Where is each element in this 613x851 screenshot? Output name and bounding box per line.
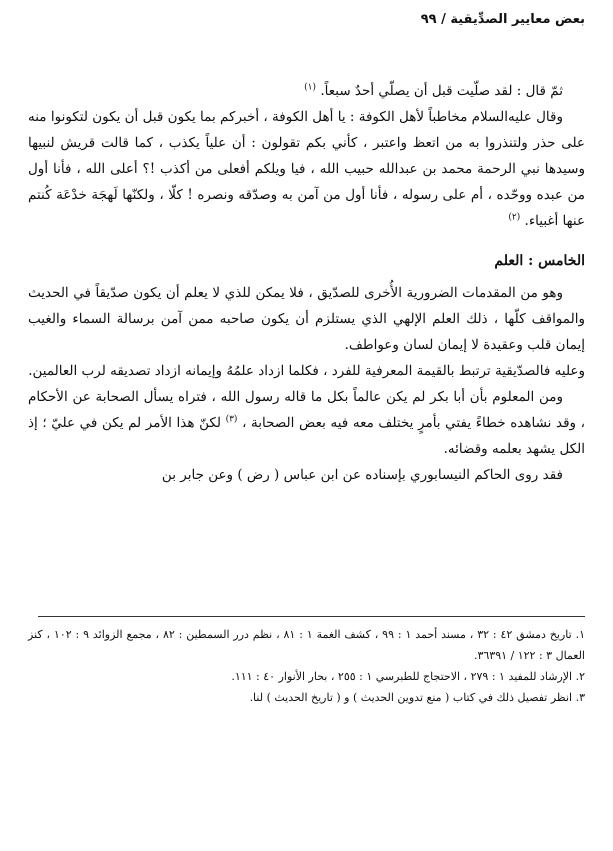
- paragraph-3: وهو من المقدمات الضرورية الأُخرى للصدّيق ، فلا يمكن للذي لا يعلم أن يكون صدّيقاً في الحديث والمواقف كلّها ، ذلك العلم الإلهي الذي يستلزم أن يكون صاحبه ممن آمن برسالة السماء والغيب إيمان قلب وعقيدة لا إيمان لسان وعواطف.: [28, 285, 585, 353]
- footnote-ref-1: (١): [304, 82, 317, 93]
- footnote-ref-3: (٣): [225, 414, 238, 425]
- footnote-ref-2: (٢): [508, 212, 521, 223]
- footnotes: [28, 624, 585, 708]
- main-text: [28, 78, 585, 488]
- footnote-1: ١. تاريخ دمشق ٤٢ : ٣٢ ، مسند أحمد ١ : ٩٩ ، كشف الغمة ١ : ٨١ ، نظم درر السمطين : ٨٢ ، مجمع الزوائد ٩ : ١٠٢ ، كنز العمال ٣ : ١٢٢ / ٣٦٣٩١.: [28, 628, 585, 662]
- paragraph-2-text: وقال عليه‌السلام مخاطباً لأهل الكوفة : يا أهل الكوفة ، أخبركم بما يكون قبل أن يكون لتكونوا منه على حذر ولتنذروا به من اتعظ واعتبر ، كأني بكم تقولون : أن علياً يكذب ، كما قالت قريش لنبيها وسيدها نبي الرحمة محمد بن عبدالله حبيب الله ، فيا ويلكم أفعلى من أكذب !؟ أعلى الله ، فأنا أول من عبده ووحّده ، أم على رسوله ، فأنا أول من آمن به وصدّقه ونصره ! كلّا ، ولكنّها لَهجَة خدْعَة كُنتم عنها أغبياء.: [28, 109, 585, 229]
- footnote-divider: [38, 616, 585, 617]
- footnote-2: ٢. الإرشاد للمفيد ١ : ٢٧٩ ، الاحتجاج للطبرسي ١ : ٢٥٥ ، بحار الأنوار ٤٠ : ١١١.: [231, 670, 585, 683]
- footnote-3: ٣. انظر تفصيل ذلك في كتاب ( منع تدوين الحديث ) و ( تاريخ الحديث ) لنا.: [249, 691, 585, 704]
- paragraph-1-text: ثمّ قال : لقد صلّيت قبل أن يصلّي أحدٌ سبعاً.: [320, 83, 563, 99]
- paragraph-5-text-before: ومن المعلوم بأن أبا بكر لم يكن عالماً بكل ما قاله رسول الله ، فتراه يسأل الصحابة عن الأحكام ، وقد نشاهده خطاءً يفتي بأمرٍ يختلف معه فيه بعض الصحابة ،: [28, 389, 586, 431]
- running-header: بعض معايير الصدِّيقية / ٩٩: [420, 12, 585, 27]
- paragraph-6: فقد روى الحاكم النيسابوري بإسناده عن ابن عباس ( رض ) وعن جابر بن: [161, 467, 563, 483]
- paragraph-1: [28, 78, 585, 104]
- paragraph-5: [28, 384, 585, 462]
- paragraph-5-text-after: لكنّ هذا الأمر لم يكن في عليّ ؛ إذ الكل يشهد بعلمه وقضائه.: [28, 415, 585, 457]
- section-heading: الخامس : العلم: [494, 253, 585, 269]
- paragraph-2: [28, 104, 585, 234]
- paragraph-4: وعليه فالصدّيقية ترتبط بالقيمة المعرفية للفرد ، فكلما ازداد علمُهُ وإيمانه ازداد تصديقه لرب العالمين.: [28, 363, 585, 379]
